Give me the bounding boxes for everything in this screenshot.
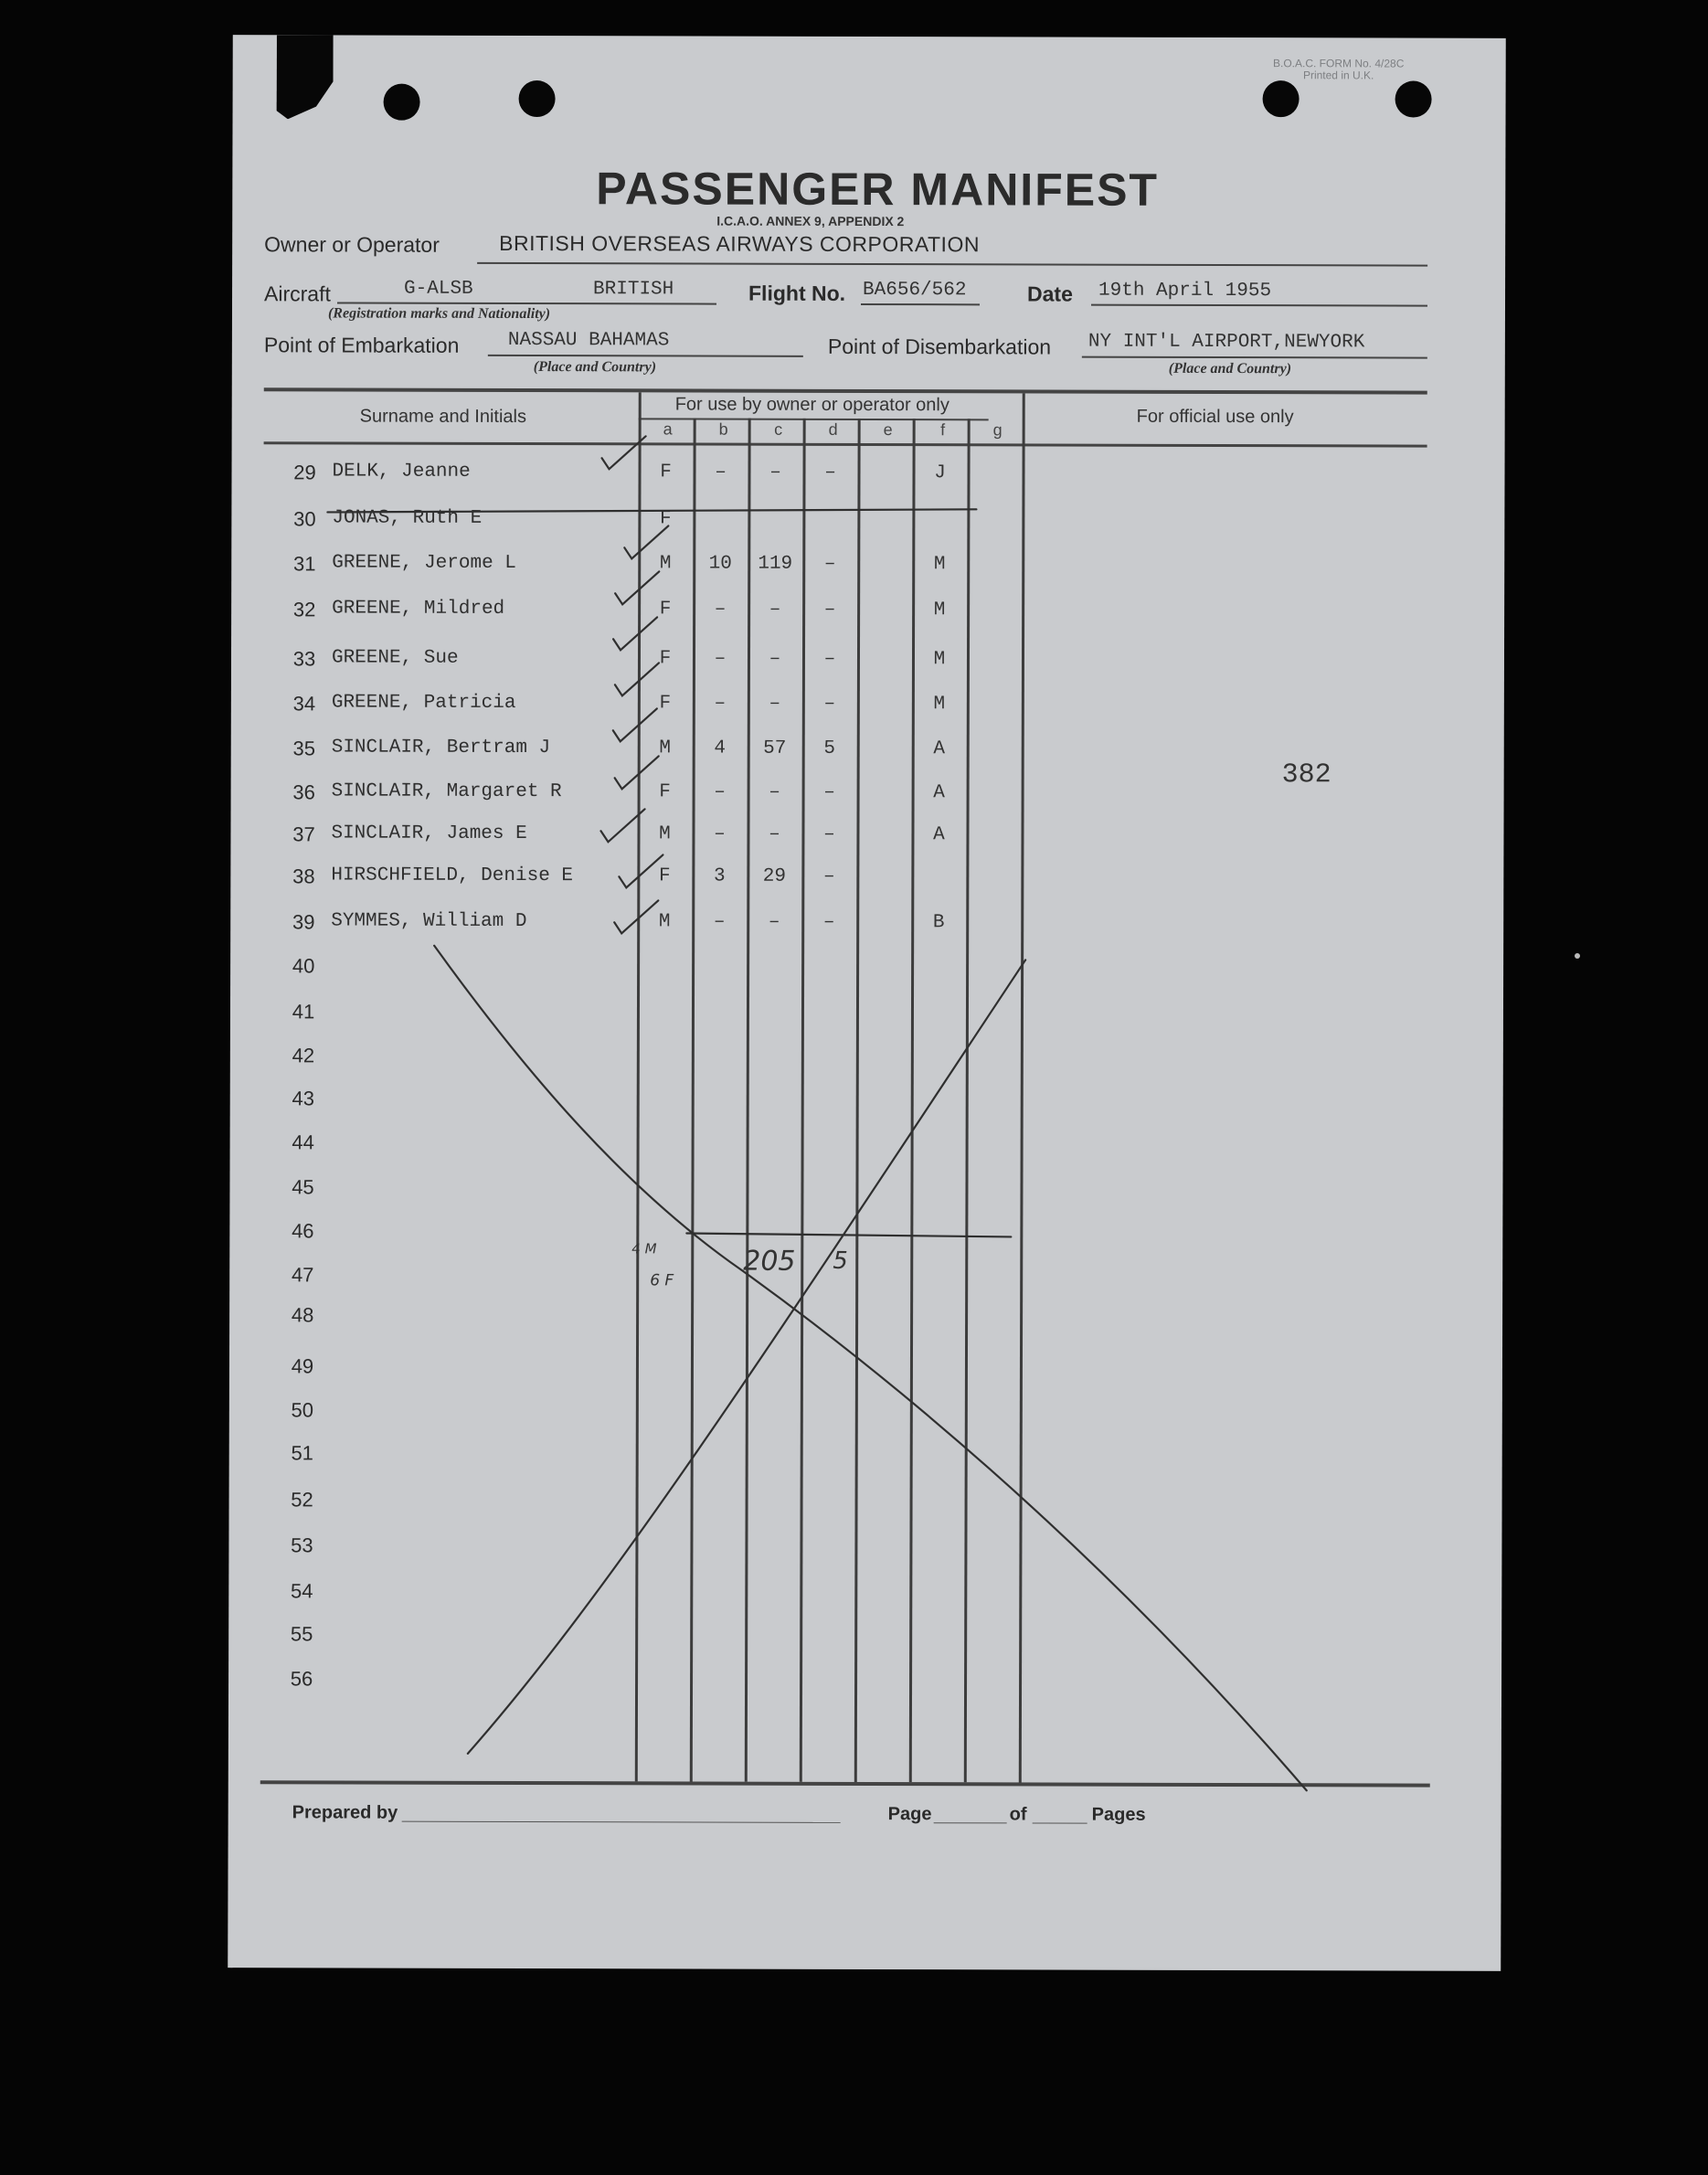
passenger-name: JONAS, Ruth E: [332, 507, 483, 529]
column-header-f: f: [940, 420, 946, 440]
total-column-c: 205: [743, 1245, 796, 1278]
cell-column-f: J: [934, 462, 946, 484]
passenger-name: GREENE, Sue: [331, 647, 459, 669]
cell-column-c: –: [768, 911, 780, 933]
total-sex-top: 4 M: [631, 1240, 657, 1257]
cell-column-c: 57: [763, 737, 787, 759]
prepared-by-label: Prepared by: [292, 1802, 398, 1823]
row-number: 38: [292, 865, 315, 888]
cell-column-b: –: [714, 599, 727, 621]
row-number: 52: [291, 1488, 313, 1512]
pages-label: Pages: [1091, 1804, 1146, 1825]
cell-column-a: M: [659, 823, 671, 845]
tick-mark: [624, 525, 668, 558]
passenger-name: SYMMES, William D: [331, 910, 527, 933]
cell-column-d: –: [823, 553, 836, 575]
embarkation-value: NASSAU BAHAMAS: [507, 329, 670, 352]
official-header: For official use only: [1136, 406, 1294, 428]
cell-column-c: 29: [762, 865, 787, 887]
tick-mark: [602, 436, 646, 469]
row-number: 54: [291, 1579, 313, 1603]
cell-column-a: F: [660, 508, 672, 530]
manifest-sheet: [228, 35, 1506, 1971]
cross-out-line: [432, 946, 1309, 1791]
owner-label: Owner or Operator: [264, 232, 440, 257]
of-label: of: [1009, 1804, 1027, 1825]
tick-mark: [614, 900, 658, 933]
column-header-a: a: [663, 419, 673, 439]
cell-column-b: –: [714, 823, 726, 845]
tick-mark: [613, 617, 657, 650]
row-number: 48: [291, 1303, 314, 1327]
row-number: 50: [291, 1398, 314, 1422]
row-number: 39: [292, 910, 315, 934]
cell-column-a: F: [659, 781, 671, 803]
cell-column-b: –: [714, 693, 727, 715]
tick-mark: [615, 571, 659, 604]
embarkation-label: Point of Embarkation: [263, 333, 460, 357]
aircraft-note: (Registration marks and Nationality): [327, 305, 551, 323]
row-number: 35: [292, 737, 315, 760]
row-number: 44: [292, 1130, 314, 1154]
cell-column-b: –: [713, 911, 726, 933]
strike-through: [327, 507, 976, 514]
official-number: 382: [1281, 759, 1331, 791]
total-sex-bottom: 6 F: [650, 1271, 674, 1290]
cell-column-d: –: [823, 693, 836, 715]
disembarkation-value: NY INT'L AIRPORT,NEWYORK: [1087, 331, 1365, 354]
cell-column-c: –: [769, 462, 781, 483]
cell-column-c: –: [769, 599, 781, 621]
handwritten-marks: [228, 35, 1506, 1971]
embarkation-note: (Place and Country): [533, 359, 657, 376]
cell-column-f: B: [932, 912, 945, 934]
row-number: 47: [291, 1263, 314, 1287]
passenger-name: GREENE, Jerome L: [332, 552, 516, 574]
cell-column-a: M: [659, 553, 672, 575]
cell-column-a: F: [660, 462, 672, 483]
tick-mark: [600, 809, 644, 842]
page-label: Page: [887, 1804, 932, 1825]
cell-column-f: A: [933, 782, 945, 804]
row-number: 45: [292, 1175, 314, 1199]
cell-column-b: 10: [708, 553, 732, 575]
cell-column-f: A: [933, 738, 946, 760]
cell-column-b: 3: [714, 865, 726, 887]
cell-column-b: –: [714, 781, 726, 803]
column-header-g: g: [992, 420, 1003, 440]
row-number: 42: [292, 1044, 315, 1067]
row-number: 46: [292, 1219, 314, 1243]
cell-column-c: –: [769, 781, 780, 803]
column-header-e: e: [883, 420, 893, 440]
cell-column-a: F: [659, 865, 671, 887]
cell-column-f: M: [933, 694, 946, 716]
row-number: 29: [293, 461, 316, 484]
cell-column-b: 4: [714, 737, 727, 759]
row-number: 43: [292, 1087, 314, 1110]
cell-column-d: –: [822, 911, 835, 933]
cell-column-f: A: [933, 824, 945, 846]
cell-column-a: F: [659, 693, 672, 715]
surname-header: Surname and Initials: [359, 406, 527, 428]
row-number: 55: [290, 1622, 313, 1646]
row-number: 36: [292, 780, 315, 804]
row-number: 37: [292, 822, 315, 846]
owner-value: BRITISH OVERSEAS AIRWAYS CORPORATION: [499, 230, 981, 257]
cell-column-a: F: [659, 648, 672, 670]
tick-mark: [615, 663, 659, 695]
aircraft-registration: G-ALSB: [404, 278, 473, 300]
cell-column-d: –: [823, 781, 835, 803]
cell-column-a: M: [658, 911, 671, 933]
flight-number: BA656/562: [863, 279, 967, 302]
cell-column-c: –: [769, 648, 781, 670]
row-number: 33: [292, 647, 316, 671]
cell-column-a: F: [659, 599, 672, 621]
cell-column-d: –: [823, 599, 836, 621]
operator-header: For use by owner or operator only: [674, 394, 949, 416]
tick-mark: [619, 854, 663, 887]
date-value: 19th April 1955: [1098, 280, 1272, 302]
tick-mark: [615, 756, 659, 789]
column-header-b: b: [718, 419, 728, 439]
total-column-d: 5: [833, 1247, 848, 1275]
disembarkation-note: (Place and Country): [1168, 360, 1292, 377]
column-header-c: c: [774, 419, 783, 439]
row-number: 51: [291, 1441, 313, 1465]
row-number: 31: [292, 552, 316, 576]
row-number: 41: [292, 1000, 315, 1024]
passenger-name: GREENE, Mildred: [332, 598, 505, 620]
cell-column-b: –: [715, 462, 727, 483]
cell-column-d: –: [823, 823, 835, 845]
cell-column-f: M: [933, 599, 946, 621]
cell-column-d: –: [823, 648, 836, 670]
flight-label: Flight No.: [748, 281, 846, 305]
dust-speck: [1575, 953, 1580, 959]
row-number: 32: [292, 598, 316, 621]
date-label: Date: [1026, 281, 1073, 306]
cell-column-f: M: [933, 554, 946, 576]
passenger-name: DELK, Jeanne: [332, 461, 471, 483]
passenger-name: SINCLAIR, James E: [331, 822, 527, 845]
page-title: PASSENGER MANIFEST: [596, 163, 1160, 216]
cell-column-c: –: [769, 823, 780, 845]
passenger-name: SINCLAIR, Margaret R: [331, 780, 562, 803]
passenger-name: GREENE, Patricia: [331, 692, 516, 714]
row-number: 34: [292, 692, 316, 716]
cell-column-f: M: [933, 649, 946, 671]
aircraft-nationality: BRITISH: [593, 279, 674, 301]
row-number: 53: [291, 1533, 313, 1557]
row-number: 30: [293, 507, 316, 531]
row-number: 49: [291, 1354, 314, 1378]
passenger-name: HIRSCHFIELD, Denise E: [331, 865, 574, 887]
tick-mark: [613, 708, 657, 741]
disembarkation-label: Point of Disembarkation: [827, 334, 1052, 359]
cell-column-b: –: [714, 648, 727, 670]
cell-column-d: –: [824, 462, 836, 483]
row-number: 40: [292, 954, 315, 978]
totals-rule: [686, 1233, 1011, 1236]
passenger-name: SINCLAIR, Bertram J: [331, 737, 551, 759]
cell-column-d: –: [823, 865, 835, 887]
column-header-d: d: [828, 419, 838, 439]
cell-column-c: –: [769, 693, 781, 715]
cross-out-line: [468, 959, 1025, 1756]
form-number: B.O.A.C. FORM No. 4/28C Printed in U.K.: [1272, 57, 1405, 82]
cell-column-c: 119: [758, 553, 793, 575]
cell-column-d: 5: [823, 737, 836, 759]
page-subtitle: I.C.A.O. ANNEX 9, APPENDIX 2: [716, 213, 905, 229]
aircraft-label: Aircraft: [263, 281, 331, 306]
cell-column-a: M: [659, 737, 672, 759]
row-number: 56: [290, 1667, 313, 1691]
